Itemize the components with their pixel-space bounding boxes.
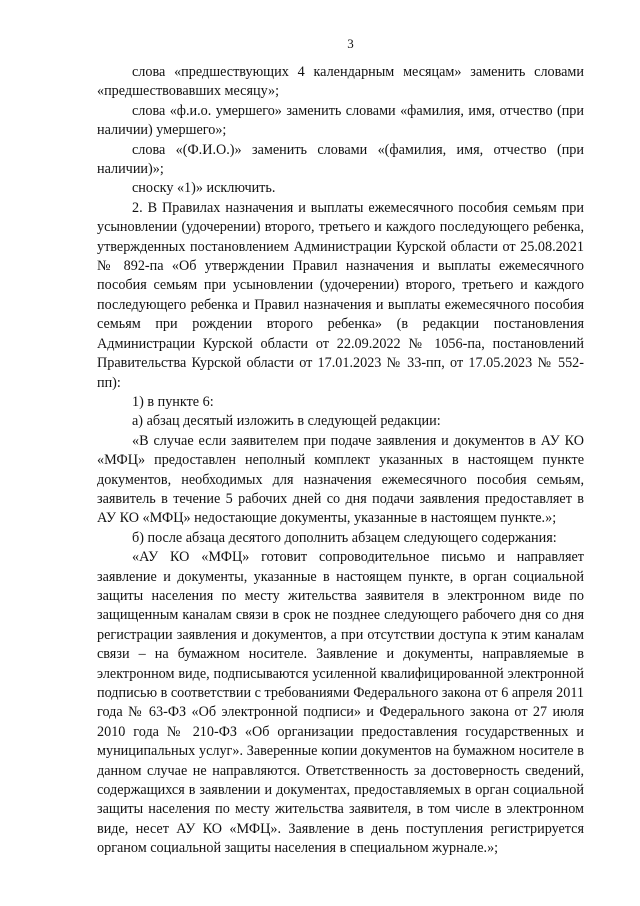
paragraph-7: а) абзац десятый изложить в следующей редакции:: [132, 413, 441, 430]
paragraph-6: 1) в пункте 6:: [132, 393, 214, 410]
paragraph-3: слова «(Ф.И.О.)» заменить словами «(фамилия, имя, отчество (при наличии)»;: [97, 141, 584, 178]
paragraph-4: сноску «1)» исключить.: [132, 180, 276, 197]
paragraph-8: «В случае если заявителем при подаче заявления и документов в АУ КО «МФЦ» предоставлен неполный комплект указанных в настоящем пункте документов, необходимых для назначения ежемесячного пособия семьям, заявитель в течение 5 рабочих дней со дня подачи заявления предоставляет в АУ КО «МФЦ» недостающие документы, указанные в настоящем пункте.»;: [97, 432, 584, 527]
paragraph-5: 2. В Правилах назначения и выплаты ежемесячного пособия семьям при усыновлении (удочерении) второго, третьего и каждого последующего ребенка, утвержденных постановлением Администрации Курской области от 25.08.2021 № 892-па «Об утверждении Правил назначения и выплаты ежемесячного пособия семьям при усыновлении (удочерении) второго, третьего и каждого последующего ребенка и Правил назначения и выплаты ежемесячного пособия семьям при рождении второго ребенка» (в редакции постановления Администрации Курской области от 22.09.2022 № 1056-па, постановлений Правительства Курской области от 17.01.2023 № 33-пп, от 17.05.2023 № 552-пп):: [97, 199, 584, 391]
paragraph-10: «АУ КО «МФЦ» готовит сопроводительное письмо и направляет заявление и документы, указанные в настоящем пункте, в орган социальной защиты населения по месту жительства заявителя в электронном виде по защищенным каналам связи в срок не позднее следующего рабочего дня со дня регистрации заявления и документов, а при отсутствии доступа к этим каналам связи – на бумажном носителе. Заявление и документы, направляемые в электронном виде, подписываются усиленной квалифицированной электронной подписью в соответствии с требованиями Федерального закона от 6 апреля 2011 года № 63-ФЗ «Об электронной подписи» и Федерального закона от 27 июля 2010 года № 210-ФЗ «Об организации предоставления государственных и муниципальных услуг». Заверенные копии документов на бумажном носителе в данном случае не направляются. Ответственность за достоверность сведений, содержащихся в заявлении и документах, предоставляемых в орган социальной защиты населения по месту жительства заявителя, в том числе в электронном виде, несет АУ КО «МФЦ». Заявление в день поступления регистрируется органом социальной защиты населения в специальном журнале.»;: [97, 549, 584, 857]
paragraph-1: слова «предшествующих 4 календарным месяцам» заменить словами «предшествовавших месяцу»;: [97, 64, 584, 100]
page-number: 3: [347, 36, 354, 51]
paragraph-2: слова «ф.и.о. умершего» заменить словами «фамилия, имя, отчество (при наличии) умершего»;: [97, 102, 584, 139]
paragraph-9: б) после абзаца десятого дополнить абзацем следующего содержания:: [132, 529, 557, 546]
